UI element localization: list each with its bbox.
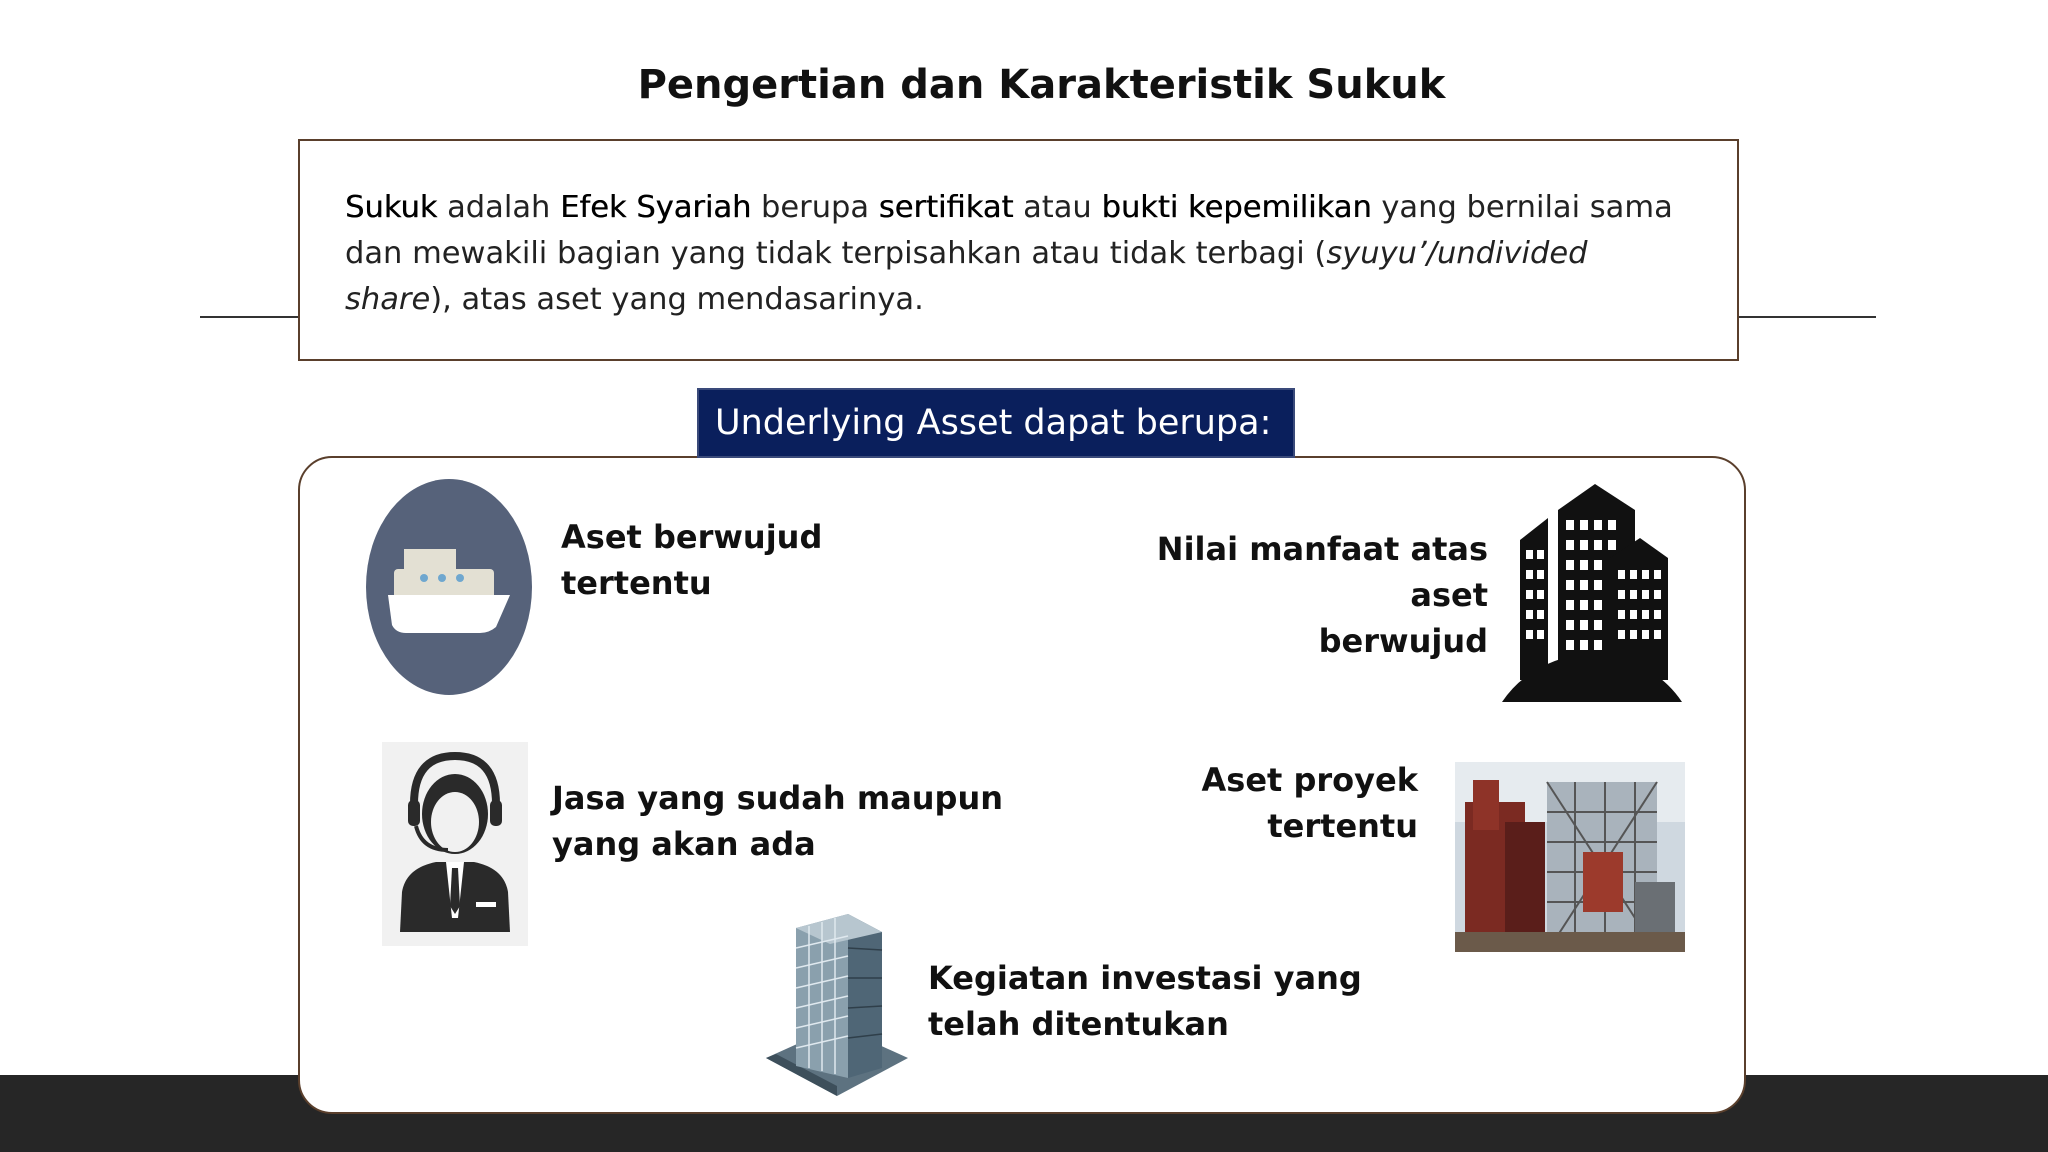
- term-efek-syariah: Efek Syariah: [560, 190, 752, 225]
- term-bukti-kepemilikan: bukti kepemilikan: [1101, 190, 1372, 225]
- term-sukuk: Sukuk: [345, 190, 438, 225]
- office-tower-icon: [762, 908, 912, 1098]
- term-sertifikat: sertifikat: [878, 190, 1014, 225]
- item-label-aset-proyek: Aset proyek tertentu: [1201, 761, 1418, 845]
- divider-right: [1738, 316, 1876, 318]
- italic-syuyu: syuyu’/undivided share: [345, 236, 1588, 317]
- item-label-nilai-manfaat: Nilai manfaat atas aset berwujud: [1156, 530, 1488, 660]
- underlying-asset-header: Underlying Asset dapat berupa:: [697, 388, 1295, 458]
- slide-title: Pengertian dan Karakteristik Sukuk: [637, 62, 1446, 108]
- customer-service-icon: [382, 742, 528, 946]
- ship-icon: [364, 477, 534, 697]
- divider-left: [200, 316, 300, 318]
- definition-box: [298, 139, 1739, 361]
- item-label-kegiatan-investasi: Kegiatan investasi yang telah ditentukan: [928, 959, 1362, 1043]
- definition-text: Sukuk adalah Efek Syariah berupa sertifikat atau bukti kepemilikan yang bernilai sama dan mewakili bagian yang tidak terpisahkan atau tidak terbagi (syuyu’/undivided share), atas aset yang mendasarinya.: [345, 190, 1673, 317]
- item-label-jasa: Jasa yang sudah maupun yang akan ada: [552, 779, 1003, 863]
- buildings-icon: [1500, 480, 1684, 704]
- item-label-aset-berwujud: Aset berwujud tertentu: [561, 518, 823, 602]
- construction-project-icon: [1455, 762, 1685, 952]
